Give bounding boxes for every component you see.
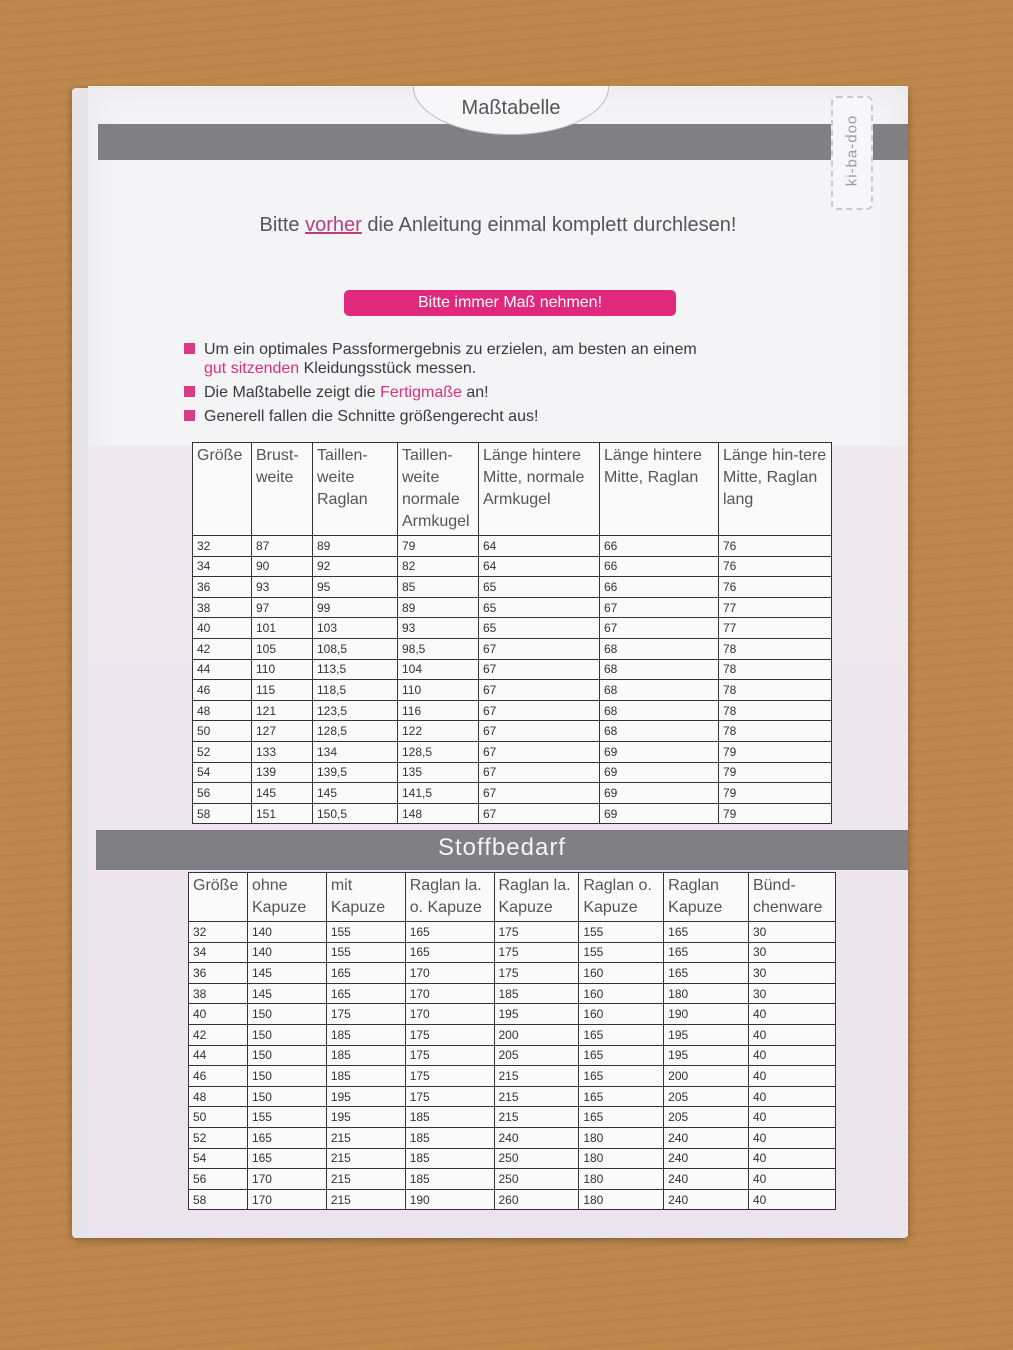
bullet-2-post: an!	[461, 384, 489, 401]
table-cell: 148	[398, 803, 479, 824]
table-cell: 48	[189, 1086, 248, 1107]
table-cell: 38	[193, 597, 252, 618]
table-cell: 65	[479, 618, 600, 639]
table-cell: 170	[405, 983, 494, 1004]
table-cell: 68	[600, 659, 719, 680]
table-cell: 215	[494, 1066, 579, 1087]
table-cell: 76	[719, 577, 832, 598]
table-cell: 54	[189, 1148, 248, 1169]
table-cell: 77	[719, 618, 832, 639]
table-cell: 118,5	[313, 680, 398, 701]
table-row	[189, 1148, 836, 1169]
table-cell: 78	[719, 700, 832, 721]
table-cell: 30	[748, 942, 835, 963]
table-cell: 79	[719, 741, 832, 762]
table-cell: 185	[326, 1066, 405, 1087]
col-header-cuff-fabric: Bünd-chenware	[748, 873, 835, 922]
table-cell: 140	[247, 922, 326, 943]
table-cell: 36	[189, 963, 248, 984]
intro-emph: vorher	[305, 214, 362, 236]
table-row	[193, 680, 832, 701]
table-row	[193, 597, 832, 618]
table-cell: 68	[600, 721, 719, 742]
document-page	[88, 86, 908, 1236]
table-cell: 67	[479, 659, 600, 680]
col-header-raglan-hood: Raglan Kapuze	[664, 873, 749, 922]
table-cell: 44	[193, 659, 252, 680]
table-cell: 200	[494, 1024, 579, 1045]
col-header-without-hood: ohne Kapuze	[247, 873, 326, 922]
bullet-2-pink: Fertigmaße	[380, 384, 462, 401]
col-header-raglan-no-hood: Raglan o. Kapuze	[579, 873, 664, 922]
table-cell: 40	[748, 1148, 835, 1169]
col-header-chest: Brust-weite	[252, 443, 313, 536]
table-cell: 76	[719, 536, 832, 557]
table-cell: 89	[313, 536, 398, 557]
table-cell: 145	[252, 783, 313, 804]
bullet-list	[182, 340, 822, 431]
table-row	[193, 638, 832, 659]
table-cell: 165	[579, 1107, 664, 1128]
table-cell: 44	[189, 1045, 248, 1066]
table-row	[193, 700, 832, 721]
table-row	[189, 1107, 836, 1128]
table-cell: 205	[664, 1107, 749, 1128]
table-cell: 79	[719, 762, 832, 783]
table-cell: 180	[579, 1189, 664, 1210]
table-cell: 58	[189, 1189, 248, 1210]
table-cell: 250	[494, 1148, 579, 1169]
table-cell: 67	[479, 783, 600, 804]
table-cell: 105	[252, 638, 313, 659]
col-header-length-normal: Länge hintere Mitte, normale Armkugel	[479, 443, 600, 536]
table-cell: 67	[479, 721, 600, 742]
table-cell: 40	[748, 1086, 835, 1107]
table-cell: 185	[326, 1024, 405, 1045]
header-tab-title: Maßtabelle	[413, 86, 609, 135]
table-cell: 195	[664, 1045, 749, 1066]
table-cell: 170	[247, 1189, 326, 1210]
table-cell: 69	[600, 783, 719, 804]
col-header-raglan-long-hood: Raglan la. Kapuze	[494, 873, 579, 922]
table-cell: 50	[189, 1107, 248, 1128]
table-cell: 101	[252, 618, 313, 639]
table-cell: 155	[579, 942, 664, 963]
table-cell: 170	[405, 1004, 494, 1025]
table-cell: 180	[664, 983, 749, 1004]
col-header-waist-normal: Taillen-weite normale Armkugel	[398, 443, 479, 536]
table-cell: 150	[247, 1004, 326, 1025]
table-row	[189, 1127, 836, 1148]
table-cell: 139	[252, 762, 313, 783]
table-cell: 67	[479, 638, 600, 659]
table-cell: 205	[664, 1086, 749, 1107]
table-cell: 34	[189, 942, 248, 963]
table-cell: 78	[719, 659, 832, 680]
table-cell: 165	[664, 963, 749, 984]
table-cell: 215	[326, 1148, 405, 1169]
col-header-size: Größe	[193, 443, 252, 536]
table-cell: 175	[494, 922, 579, 943]
table-cell: 95	[313, 577, 398, 598]
table-cell: 195	[664, 1024, 749, 1045]
table-cell: 115	[252, 680, 313, 701]
table-cell: 30	[748, 963, 835, 984]
table-cell: 215	[494, 1086, 579, 1107]
col-header-with-hood: mit Kapuze	[326, 873, 405, 922]
table-cell: 195	[326, 1107, 405, 1128]
table-cell: 150	[247, 1086, 326, 1107]
table-row	[189, 1189, 836, 1210]
measurement-table	[192, 442, 832, 824]
col-header-length-raglan-long: Länge hin-tere Mitte, Raglan lang	[719, 443, 832, 536]
intro-line	[88, 214, 908, 237]
col-header-length-raglan: Länge hintere Mitte, Raglan	[600, 443, 719, 536]
table-cell: 121	[252, 700, 313, 721]
table-cell: 155	[326, 942, 405, 963]
table-cell: 175	[405, 1066, 494, 1087]
table-cell: 79	[719, 783, 832, 804]
table-cell: 54	[193, 762, 252, 783]
table-cell: 40	[748, 1066, 835, 1087]
table-row	[189, 922, 836, 943]
table-cell: 82	[398, 556, 479, 577]
table-cell: 240	[664, 1189, 749, 1210]
fabric-section-title: Stoffbedarf	[438, 834, 566, 861]
table-cell: 139,5	[313, 762, 398, 783]
table-row	[189, 983, 836, 1004]
table-cell: 205	[494, 1045, 579, 1066]
table-cell: 160	[579, 1004, 664, 1025]
table-row	[193, 618, 832, 639]
table-row	[189, 942, 836, 963]
table-cell: 66	[600, 536, 719, 557]
table-cell: 76	[719, 556, 832, 577]
table-cell: 92	[313, 556, 398, 577]
table-cell: 64	[479, 556, 600, 577]
table-cell: 78	[719, 680, 832, 701]
table-cell: 69	[600, 762, 719, 783]
table-row	[193, 762, 832, 783]
table-cell: 46	[189, 1066, 248, 1087]
table-cell: 40	[748, 1024, 835, 1045]
table-cell: 151	[252, 803, 313, 824]
table-cell: 40	[748, 1127, 835, 1148]
table-row	[189, 1045, 836, 1066]
table-cell: 103	[313, 618, 398, 639]
table-cell: 175	[405, 1045, 494, 1066]
table-cell: 67	[479, 741, 600, 762]
table-cell: 185	[405, 1107, 494, 1128]
table-cell: 155	[247, 1107, 326, 1128]
table-cell: 36	[193, 577, 252, 598]
table-cell: 66	[600, 556, 719, 577]
table-row	[193, 536, 832, 557]
table-cell: 87	[252, 536, 313, 557]
intro-before: Bitte	[259, 214, 306, 236]
table-cell: 68	[600, 700, 719, 721]
table-cell: 128,5	[313, 721, 398, 742]
table-cell: 165	[664, 942, 749, 963]
table-cell: 170	[405, 963, 494, 984]
table-row	[193, 803, 832, 824]
table-cell: 40	[748, 1004, 835, 1025]
table-cell: 215	[326, 1127, 405, 1148]
table-cell: 98,5	[398, 638, 479, 659]
table-cell: 30	[748, 922, 835, 943]
table-row	[189, 963, 836, 984]
table-cell: 93	[252, 577, 313, 598]
table-cell: 215	[494, 1107, 579, 1128]
table-cell: 180	[579, 1148, 664, 1169]
table-cell: 150	[247, 1066, 326, 1087]
table-cell: 79	[719, 803, 832, 824]
table-cell: 97	[252, 597, 313, 618]
table-cell: 127	[252, 721, 313, 742]
table-cell: 56	[193, 783, 252, 804]
fabric-header-row	[189, 873, 836, 922]
table-cell: 122	[398, 721, 479, 742]
col-header-raglan-long-no-hood: Raglan la. o. Kapuze	[405, 873, 494, 922]
table-cell: 128,5	[398, 741, 479, 762]
measure-notice-banner: Bitte immer Maß nehmen!	[344, 290, 676, 316]
table-cell: 165	[326, 963, 405, 984]
table-cell: 68	[600, 638, 719, 659]
table-cell: 185	[494, 983, 579, 1004]
table-cell: 32	[189, 922, 248, 943]
table-cell: 165	[247, 1127, 326, 1148]
bullet-item	[182, 340, 822, 378]
table-cell: 69	[600, 803, 719, 824]
table-cell: 185	[326, 1045, 405, 1066]
table-cell: 160	[579, 983, 664, 1004]
table-cell: 215	[326, 1169, 405, 1190]
table-cell: 160	[579, 963, 664, 984]
table-cell: 58	[193, 803, 252, 824]
table-cell: 104	[398, 659, 479, 680]
table-row	[193, 659, 832, 680]
col-header-waist-raglan: Taillen-weite Raglan	[313, 443, 398, 536]
table-cell: 240	[664, 1127, 749, 1148]
table-cell: 52	[189, 1127, 248, 1148]
table-cell: 77	[719, 597, 832, 618]
table-cell: 165	[579, 1024, 664, 1045]
table-cell: 140	[247, 942, 326, 963]
table-cell: 135	[398, 762, 479, 783]
table-cell: 165	[247, 1148, 326, 1169]
table-cell: 133	[252, 741, 313, 762]
table-cell: 134	[313, 741, 398, 762]
table-cell: 150,5	[313, 803, 398, 824]
table-cell: 67	[600, 597, 719, 618]
table-cell: 50	[193, 721, 252, 742]
table-cell: 52	[193, 741, 252, 762]
table-cell: 260	[494, 1189, 579, 1210]
table-cell: 40	[189, 1004, 248, 1025]
table-cell: 180	[579, 1169, 664, 1190]
table-cell: 155	[326, 922, 405, 943]
table-cell: 175	[494, 963, 579, 984]
table-cell: 67	[600, 618, 719, 639]
table-cell: 165	[579, 1086, 664, 1107]
side-logo-text: ki-ba-doo	[843, 114, 861, 187]
fabric-section-band	[96, 830, 908, 870]
table-row	[193, 556, 832, 577]
table-cell: 48	[193, 700, 252, 721]
table-cell: 141,5	[398, 783, 479, 804]
table-cell: 240	[494, 1127, 579, 1148]
table-cell: 110	[398, 680, 479, 701]
table-row	[189, 1004, 836, 1025]
table-row	[189, 1024, 836, 1045]
table-cell: 150	[247, 1045, 326, 1066]
table-cell: 65	[479, 577, 600, 598]
table-cell: 190	[664, 1004, 749, 1025]
table-cell: 165	[579, 1066, 664, 1087]
table-cell: 85	[398, 577, 479, 598]
bullet-square-icon	[184, 410, 195, 421]
table-cell: 32	[193, 536, 252, 557]
bullet-square-icon	[184, 386, 195, 397]
table-cell: 67	[479, 680, 600, 701]
table-cell: 42	[193, 638, 252, 659]
table-cell: 185	[405, 1127, 494, 1148]
table-cell: 78	[719, 638, 832, 659]
table-cell: 175	[405, 1086, 494, 1107]
table-cell: 67	[479, 803, 600, 824]
table-cell: 40	[748, 1107, 835, 1128]
table-cell: 185	[405, 1169, 494, 1190]
bullet-2-pre: Die Maßtabelle zeigt die	[204, 384, 381, 401]
table-cell: 200	[664, 1066, 749, 1087]
table-cell: 116	[398, 700, 479, 721]
table-cell: 145	[247, 983, 326, 1004]
table-cell: 65	[479, 597, 600, 618]
table-cell: 175	[326, 1004, 405, 1025]
table-cell: 69	[600, 741, 719, 762]
table-cell: 56	[189, 1169, 248, 1190]
table-cell: 79	[398, 536, 479, 557]
table-cell: 40	[748, 1045, 835, 1066]
intro-after: die Anleitung einmal komplett durchlesen!	[361, 214, 737, 236]
table-cell: 185	[405, 1148, 494, 1169]
fabric-table	[188, 872, 836, 1210]
bullet-1-pink: gut sitzenden	[204, 360, 300, 377]
table-cell: 42	[189, 1024, 248, 1045]
table-cell: 240	[664, 1148, 749, 1169]
table-cell: 145	[247, 963, 326, 984]
bullet-item	[182, 407, 822, 426]
table-row	[189, 1086, 836, 1107]
table-cell: 145	[313, 783, 398, 804]
bullet-item	[182, 383, 822, 402]
table-cell: 165	[326, 983, 405, 1004]
table-cell: 34	[193, 556, 252, 577]
table-cell: 113,5	[313, 659, 398, 680]
table-cell: 250	[494, 1169, 579, 1190]
table-cell: 90	[252, 556, 313, 577]
table-cell: 108,5	[313, 638, 398, 659]
table-cell: 165	[579, 1045, 664, 1066]
bullet-1-rest: Kleidungsstück messen.	[299, 360, 477, 377]
table-cell: 110	[252, 659, 313, 680]
table-cell: 195	[326, 1086, 405, 1107]
table-row	[189, 1066, 836, 1087]
table-cell: 180	[579, 1127, 664, 1148]
table-cell: 89	[398, 597, 479, 618]
table-cell: 99	[313, 597, 398, 618]
table-cell: 40	[193, 618, 252, 639]
table-cell: 66	[600, 577, 719, 598]
table-cell: 150	[247, 1024, 326, 1045]
table-row	[189, 1169, 836, 1190]
measurement-header-row	[193, 443, 832, 536]
table-row	[193, 721, 832, 742]
table-cell: 64	[479, 536, 600, 557]
table-cell: 165	[405, 922, 494, 943]
table-cell: 215	[326, 1189, 405, 1210]
table-cell: 195	[494, 1004, 579, 1025]
table-cell: 93	[398, 618, 479, 639]
table-cell: 46	[193, 680, 252, 701]
bullet-3: Generell fallen die Schnitte größengerecht aus!	[204, 408, 539, 425]
table-cell: 190	[405, 1189, 494, 1210]
table-cell: 170	[247, 1169, 326, 1190]
table-cell: 30	[748, 983, 835, 1004]
table-cell: 165	[664, 922, 749, 943]
table-cell: 175	[494, 942, 579, 963]
col-header-size: Größe	[189, 873, 248, 922]
table-cell: 40	[748, 1189, 835, 1210]
side-logo	[831, 96, 873, 210]
table-cell: 165	[405, 942, 494, 963]
table-cell: 38	[189, 983, 248, 1004]
table-row	[193, 741, 832, 762]
table-cell: 67	[479, 762, 600, 783]
table-cell: 155	[579, 922, 664, 943]
table-cell: 123,5	[313, 700, 398, 721]
table-cell: 78	[719, 721, 832, 742]
table-cell: 68	[600, 680, 719, 701]
bullet-1-line1: Um ein optimales Passformergebnis zu erzielen, am besten an einem	[204, 341, 697, 358]
table-cell: 67	[479, 700, 600, 721]
table-row	[193, 577, 832, 598]
table-cell: 240	[664, 1169, 749, 1190]
table-row	[193, 783, 832, 804]
table-cell: 40	[748, 1169, 835, 1190]
table-cell: 175	[405, 1024, 494, 1045]
bullet-square-icon	[184, 343, 195, 354]
